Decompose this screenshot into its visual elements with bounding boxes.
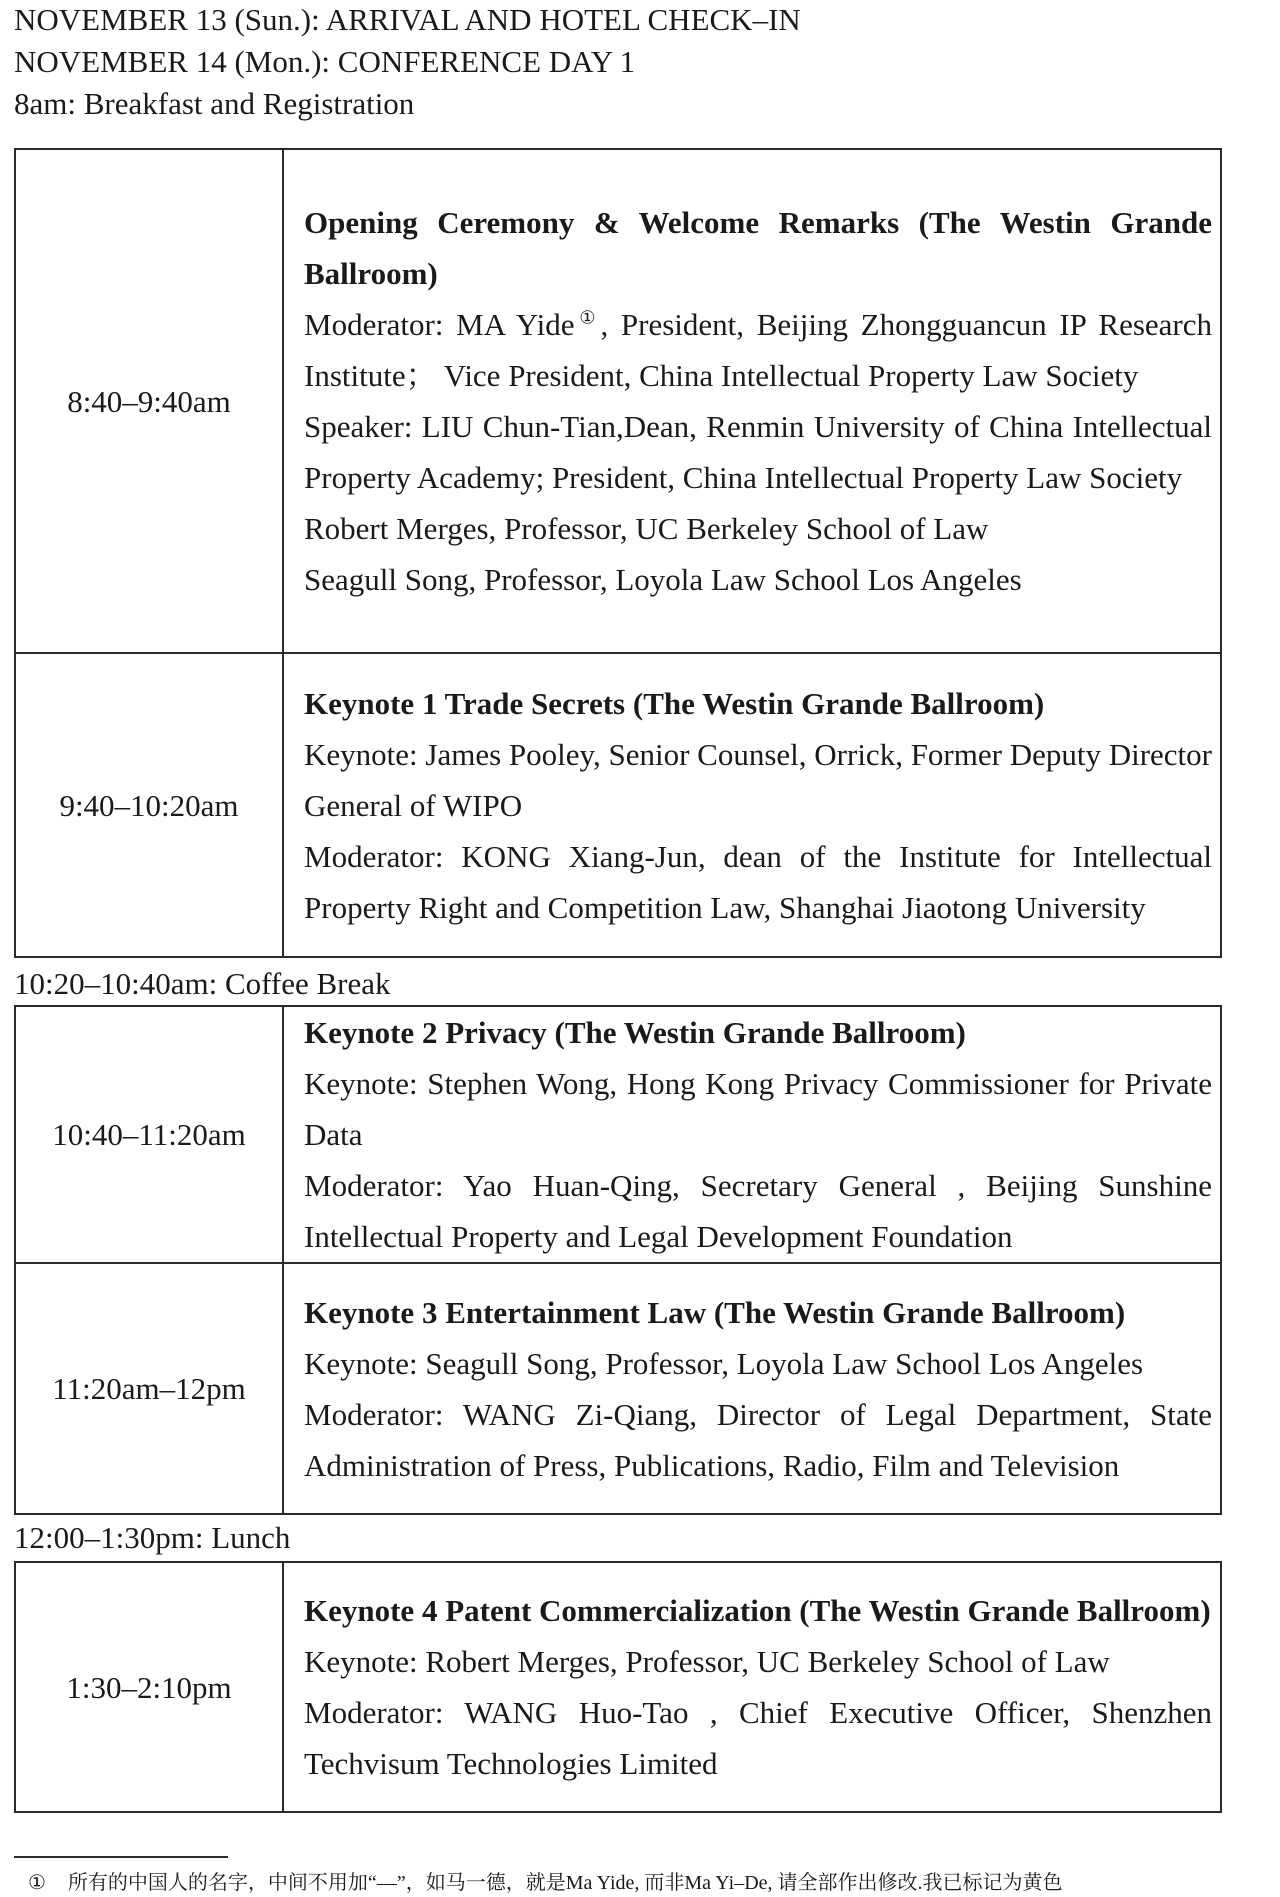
session-moderator: Moderator: KONG Xiang-Jun, dean of the Institute for Intellectual Property Right and Competition Law, Shanghai Jiaotong University xyxy=(304,838,1212,925)
schedule-table-midday xyxy=(14,1005,1222,1515)
schedule-table-afternoon xyxy=(14,1561,1222,1813)
session-time: 10:40–11:20am xyxy=(15,1006,283,1263)
table-row xyxy=(15,149,1221,653)
session-details xyxy=(283,1263,1221,1514)
table-row xyxy=(15,1006,1221,1263)
session-speaker-3: Seagull Song, Professor, Loyola Law School Los Angeles xyxy=(304,562,1022,597)
coffee-break-line: 10:20–10:40am: Coffee Break xyxy=(14,966,391,1001)
moderator-lead: Moderator: MA Yide xyxy=(304,307,575,342)
session-keynote: Keynote: James Pooley, Senior Counsel, Orrick, Former Deputy Director General of WIPO xyxy=(304,736,1212,823)
session-details xyxy=(283,149,1221,653)
session-speaker-2: Robert Merges, Professor, UC Berkeley School of Law xyxy=(304,511,989,546)
session-speaker: Speaker: LIU Chun-Tian,Dean, Renmin University of China Intellectual Property Academy; President, China Intellectual Property Law Society xyxy=(304,409,1212,495)
session-moderator: Moderator: Yao Huan-Qing, Secretary General , Beijing Sunshine Intellectual Property and Legal Development Foundation xyxy=(304,1168,1212,1254)
nov14-heading: NOVEMBER 14 (Mon.): CONFERENCE DAY 1 xyxy=(14,44,636,79)
footnote-text: 所有的中国人的名字，中间不用加“—”，如马一德，就是Ma Yide, 而非Ma Yi–De, 请全部作出修改.我已标记为黄色 xyxy=(67,1872,1063,1894)
session-keynote: Keynote: Robert Merges, Professor, UC Berkeley School of Law xyxy=(304,1644,1110,1679)
session-keynote: Keynote: Seagull Song, Professor, Loyola Law School Los Angeles xyxy=(304,1345,1144,1381)
lunch-line: 12:00–1:30pm: Lunch xyxy=(14,1520,291,1555)
footnote xyxy=(28,1869,1063,1897)
breakfast-line: 8am: Breakfast and Registration xyxy=(14,86,415,121)
session-moderator: Moderator: WANG Zi-Qiang, Director of Legal Department, State Administration of Press, Publications, Radio, Film and Television xyxy=(304,1396,1212,1483)
session-time: 9:40–10:20am xyxy=(15,653,283,957)
session-time: 1:30–2:10pm xyxy=(15,1562,283,1812)
session-details xyxy=(283,653,1221,957)
footnote-rule xyxy=(14,1856,228,1858)
table-row xyxy=(15,1562,1221,1812)
session-time: 11:20am–12pm xyxy=(15,1263,283,1514)
nov13-heading: NOVEMBER 13 (Sun.): ARRIVAL AND HOTEL CHECK–IN xyxy=(14,2,801,37)
session-details xyxy=(283,1562,1221,1812)
session-moderator: Moderator: WANG Huo-Tao , Chief Executive Officer, Shenzhen Techvisum Technologies Limited xyxy=(304,1695,1212,1781)
session-time: 8:40–9:40am xyxy=(15,149,283,653)
table-row xyxy=(15,1263,1221,1514)
schedule-table-morning xyxy=(14,148,1222,958)
session-title: Keynote 1 Trade Secrets (The Westin Grande Ballroom) xyxy=(304,685,1045,721)
table-row xyxy=(15,653,1221,957)
session-title: Opening Ceremony & Welcome Remarks (The Westin Grande Ballroom) xyxy=(304,205,1212,291)
session-keynote: Keynote: Stephen Wong, Hong Kong Privacy Commissioner for Private Data xyxy=(304,1066,1212,1152)
session-title: Keynote 2 Privacy (The Westin Grande Ballroom) xyxy=(304,1015,966,1050)
footnote-number: ① xyxy=(28,1872,46,1894)
session-title: Keynote 4 Patent Commercialization (The Westin Grande Ballroom) xyxy=(304,1593,1211,1628)
footnote-mark: ① xyxy=(574,307,601,328)
session-details xyxy=(283,1006,1221,1263)
moderator-rest: , President, Beijing Zhongguancun IP Research Institute； Vice President, China Intellectual Property Law Society xyxy=(304,307,1213,393)
session-moderator xyxy=(304,299,1212,401)
session-title: Keynote 3 Entertainment Law (The Westin Grande Ballroom) xyxy=(304,1294,1126,1330)
